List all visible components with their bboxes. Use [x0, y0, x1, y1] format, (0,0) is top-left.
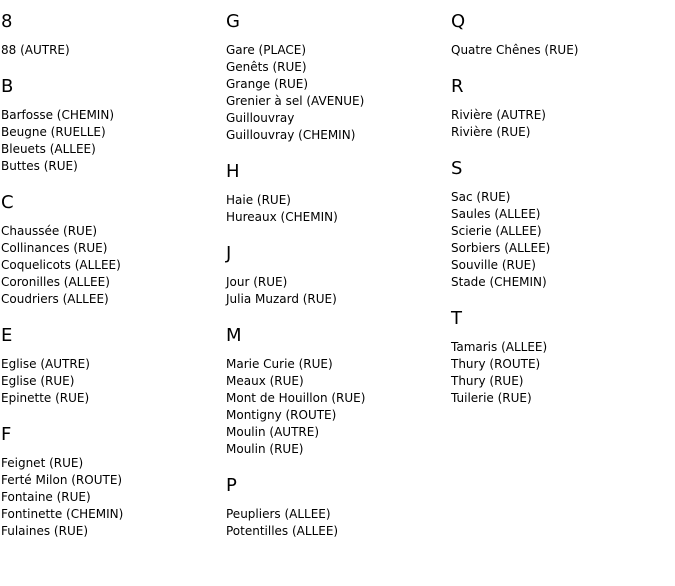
- street-link[interactable]: Scierie (ALLEE): [451, 224, 542, 238]
- street-link[interactable]: Sorbiers (ALLEE): [451, 241, 551, 255]
- street-link[interactable]: Potentilles (ALLEE): [226, 524, 339, 538]
- street-link[interactable]: Peupliers (ALLEE): [226, 507, 331, 521]
- street-list: [226, 192, 446, 226]
- street-link[interactable]: Coudriers (ALLEE): [1, 292, 109, 306]
- letter-heading: G: [226, 11, 240, 32]
- street-link[interactable]: Thury (RUE): [451, 374, 524, 388]
- letter-group: [226, 474, 446, 540]
- street-link[interactable]: Genêts (RUE): [226, 60, 307, 74]
- street-link[interactable]: Guillouvray: [226, 111, 295, 125]
- street-link[interactable]: Buttes (RUE): [1, 159, 78, 173]
- letter-heading: M: [226, 325, 242, 346]
- street-link[interactable]: Jour (RUE): [226, 275, 288, 289]
- street-link[interactable]: Tamaris (ALLEE): [451, 340, 548, 354]
- street-list: [1, 455, 221, 540]
- street-link[interactable]: Barfosse (CHEMIN): [1, 108, 115, 122]
- letter-heading: Q: [451, 11, 466, 32]
- street-link[interactable]: Meaux (RUE): [226, 374, 304, 388]
- letter-heading: 8: [1, 11, 13, 32]
- street-list: [1, 223, 221, 308]
- street-link[interactable]: Marie Curie (RUE): [226, 357, 333, 371]
- letter-heading: J: [226, 243, 232, 264]
- letter-group: [451, 75, 671, 141]
- letter-group: [1, 423, 221, 540]
- letter-group: [226, 242, 446, 308]
- street-list: [226, 506, 446, 540]
- street-list: [1, 42, 221, 59]
- letter-heading: S: [451, 158, 463, 179]
- street-link[interactable]: Beugne (RUELLE): [1, 125, 106, 139]
- street-list: [451, 339, 671, 407]
- letter-group: [226, 160, 446, 226]
- letter-group: [451, 307, 671, 407]
- letter-group: [451, 157, 671, 291]
- letter-heading: F: [1, 424, 12, 445]
- street-list: [226, 274, 446, 308]
- letter-group: [226, 10, 446, 144]
- street-index-column-2: [226, 10, 446, 556]
- street-link[interactable]: Souville (RUE): [451, 258, 536, 272]
- street-link[interactable]: 88 (AUTRE): [1, 43, 70, 57]
- letter-heading: E: [1, 325, 13, 346]
- letter-group: [1, 75, 221, 175]
- street-link[interactable]: Montigny (ROUTE): [226, 408, 337, 422]
- street-link[interactable]: Coronilles (ALLEE): [1, 275, 110, 289]
- letter-group: [451, 10, 671, 59]
- street-link[interactable]: Fulaines (RUE): [1, 524, 88, 538]
- street-link[interactable]: Hureaux (CHEMIN): [226, 210, 338, 224]
- street-link[interactable]: Collinances (RUE): [1, 241, 108, 255]
- street-index-column-3: [451, 10, 671, 423]
- street-link[interactable]: Julia Muzard (RUE): [226, 292, 337, 306]
- street-link[interactable]: Eglise (AUTRE): [1, 357, 90, 371]
- street-list: [226, 42, 446, 144]
- letter-group: [1, 324, 221, 407]
- street-link[interactable]: Ferté Milon (ROUTE): [1, 473, 123, 487]
- street-link[interactable]: Gare (PLACE): [226, 43, 307, 57]
- letter-heading: R: [451, 76, 464, 97]
- street-link[interactable]: Grenier à sel (AVENUE): [226, 94, 365, 108]
- letter-heading: C: [1, 192, 14, 213]
- street-link[interactable]: Eglise (RUE): [1, 374, 75, 388]
- street-link[interactable]: Sac (RUE): [451, 190, 511, 204]
- street-link[interactable]: Bleuets (ALLEE): [1, 142, 96, 156]
- street-link[interactable]: Rivière (RUE): [451, 125, 531, 139]
- street-link[interactable]: Coquelicots (ALLEE): [1, 258, 121, 272]
- street-link[interactable]: Tuilerie (RUE): [451, 391, 532, 405]
- street-link[interactable]: Mont de Houillon (RUE): [226, 391, 366, 405]
- street-link[interactable]: Saules (ALLEE): [451, 207, 541, 221]
- street-link[interactable]: Moulin (RUE): [226, 442, 304, 456]
- street-link[interactable]: Fontaine (RUE): [1, 490, 91, 504]
- street-link[interactable]: Guillouvray (CHEMIN): [226, 128, 356, 142]
- street-link[interactable]: Quatre Chênes (RUE): [451, 43, 579, 57]
- street-link[interactable]: Thury (ROUTE): [451, 357, 541, 371]
- street-link[interactable]: Moulin (AUTRE): [226, 425, 319, 439]
- street-link[interactable]: Haie (RUE): [226, 193, 291, 207]
- street-list: [451, 107, 671, 141]
- letter-group: [226, 324, 446, 458]
- street-link[interactable]: Feignet (RUE): [1, 456, 84, 470]
- street-link[interactable]: Fontinette (CHEMIN): [1, 507, 124, 521]
- letter-heading: B: [1, 76, 14, 97]
- street-list: [226, 356, 446, 458]
- street-link[interactable]: Grange (RUE): [226, 77, 309, 91]
- street-index-column-1: [1, 10, 221, 556]
- letter-heading: T: [451, 308, 462, 329]
- street-link[interactable]: Epinette (RUE): [1, 391, 90, 405]
- street-list: [451, 189, 671, 291]
- street-link[interactable]: Stade (CHEMIN): [451, 275, 547, 289]
- street-list: [1, 107, 221, 175]
- street-list: [451, 42, 671, 59]
- street-link[interactable]: Chaussée (RUE): [1, 224, 98, 238]
- letter-heading: H: [226, 161, 240, 182]
- street-list: [1, 356, 221, 407]
- letter-group: [1, 10, 221, 59]
- letter-group: [1, 191, 221, 308]
- letter-heading: P: [226, 475, 237, 496]
- street-link[interactable]: Rivière (AUTRE): [451, 108, 546, 122]
